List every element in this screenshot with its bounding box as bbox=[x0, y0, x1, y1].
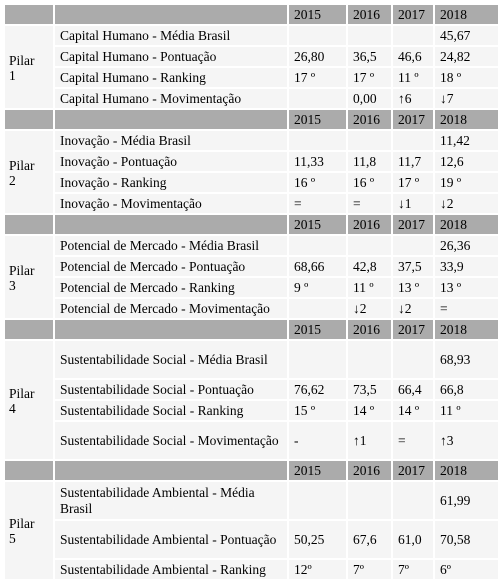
year-header: 2018 bbox=[434, 109, 499, 130]
metric-value: ↓2 bbox=[347, 298, 392, 319]
table-row bbox=[4, 481, 499, 520]
year-header: 2016 bbox=[347, 214, 392, 235]
metric-label: Inovação - Pontuação bbox=[54, 151, 288, 172]
metric-value bbox=[288, 25, 347, 46]
year-header: 2018 bbox=[434, 460, 499, 481]
pillar-label-number: 4 bbox=[9, 400, 16, 416]
metric-value: 16 º bbox=[288, 172, 347, 193]
metric-value: 11,7 bbox=[392, 151, 434, 172]
year-header: 2017 bbox=[392, 460, 434, 481]
table-row bbox=[4, 46, 499, 67]
metric-value: 9 º bbox=[288, 277, 347, 298]
metric-value: 66,8 bbox=[434, 379, 499, 400]
pillar-label bbox=[4, 340, 54, 460]
pillar-label bbox=[4, 481, 54, 580]
metric-value bbox=[288, 481, 347, 520]
pillar-label bbox=[4, 25, 54, 109]
metric-label: Sustentabilidade Ambiental - Média Brasil bbox=[54, 481, 288, 520]
pillar-label-number: 1 bbox=[9, 67, 16, 83]
metric-value: 19 º bbox=[434, 172, 499, 193]
table-row bbox=[4, 151, 499, 172]
metric-value: 26,36 bbox=[434, 235, 499, 256]
metric-value: 14 º bbox=[347, 400, 392, 421]
metric-value: 70,58 bbox=[434, 520, 499, 559]
table-row bbox=[4, 559, 499, 580]
metric-label: Inovação - Movimentação bbox=[54, 193, 288, 214]
header-blank-cell bbox=[4, 214, 54, 235]
table-row bbox=[4, 25, 499, 46]
metric-label: Capital Humano - Ranking bbox=[54, 67, 288, 88]
metric-value: 11,33 bbox=[288, 151, 347, 172]
year-header: 2016 bbox=[347, 319, 392, 340]
metric-label: Sustentabilidade Social - Média Brasil bbox=[54, 340, 288, 379]
table-row bbox=[4, 421, 499, 460]
table-row bbox=[4, 400, 499, 421]
metric-value: 17 º bbox=[288, 67, 347, 88]
metric-value: 66,4 bbox=[392, 379, 434, 400]
table-body bbox=[4, 4, 499, 580]
table-row bbox=[4, 520, 499, 559]
header-blank-cell bbox=[4, 460, 54, 481]
metric-value: 68,66 bbox=[288, 256, 347, 277]
metric-value: 14 º bbox=[392, 400, 434, 421]
metric-label: Potencial de Mercado - Ranking bbox=[54, 277, 288, 298]
year-header: 2017 bbox=[392, 214, 434, 235]
pillar-label-word: Pilar bbox=[9, 385, 35, 401]
metric-value bbox=[392, 25, 434, 46]
metric-label: Inovação - Ranking bbox=[54, 172, 288, 193]
year-header-row bbox=[4, 214, 499, 235]
metric-value: 15 º bbox=[288, 400, 347, 421]
metric-value: 26,80 bbox=[288, 46, 347, 67]
metric-value: = bbox=[434, 298, 499, 319]
table-row bbox=[4, 235, 499, 256]
year-header: 2015 bbox=[288, 109, 347, 130]
metric-value: 68,93 bbox=[434, 340, 499, 379]
header-blank-cell bbox=[4, 4, 54, 25]
metric-value bbox=[392, 235, 434, 256]
metric-value: 11,42 bbox=[434, 130, 499, 151]
metric-value: 13 º bbox=[434, 277, 499, 298]
metric-value: 61,99 bbox=[434, 481, 499, 520]
metric-value: 11 º bbox=[347, 277, 392, 298]
metric-label: Potencial de Mercado - Movimentação bbox=[54, 298, 288, 319]
year-header: 2017 bbox=[392, 4, 434, 25]
metric-value: 33,9 bbox=[434, 256, 499, 277]
metric-value: ↓7 bbox=[434, 88, 499, 109]
year-header: 2016 bbox=[347, 4, 392, 25]
metric-value: 45,67 bbox=[434, 25, 499, 46]
metric-value: 18 º bbox=[434, 67, 499, 88]
pillars-table bbox=[3, 3, 499, 581]
table-row bbox=[4, 256, 499, 277]
metric-value: 12,6 bbox=[434, 151, 499, 172]
header-blank-cell bbox=[4, 109, 54, 130]
header-blank-cell bbox=[54, 460, 288, 481]
metric-value bbox=[288, 298, 347, 319]
metric-value: 13 º bbox=[392, 277, 434, 298]
pillar-label-number: 5 bbox=[9, 531, 16, 546]
metric-label: Sustentabilidade Ambiental - Pontuação bbox=[54, 520, 288, 559]
header-blank-cell bbox=[54, 214, 288, 235]
table-row bbox=[4, 379, 499, 400]
pillar-label-word: Pilar bbox=[9, 157, 35, 173]
year-header: 2016 bbox=[347, 460, 392, 481]
metric-value: 11,8 bbox=[347, 151, 392, 172]
metric-label: Potencial de Mercado - Média Brasil bbox=[54, 235, 288, 256]
pillar-label-number: 2 bbox=[9, 172, 16, 188]
table-row bbox=[4, 130, 499, 151]
header-blank-cell bbox=[4, 319, 54, 340]
metric-value bbox=[347, 130, 392, 151]
year-header: 2016 bbox=[347, 109, 392, 130]
metric-value: 36,5 bbox=[347, 46, 392, 67]
metric-label: Capital Humano - Movimentação bbox=[54, 88, 288, 109]
metric-label: Sustentabilidade Social - Ranking bbox=[54, 400, 288, 421]
year-header: 2015 bbox=[288, 4, 347, 25]
year-header: 2017 bbox=[392, 109, 434, 130]
metric-value bbox=[288, 88, 347, 109]
pillar-label-number: 3 bbox=[9, 277, 16, 293]
metric-value: 76,62 bbox=[288, 379, 347, 400]
metric-value bbox=[288, 130, 347, 151]
metric-value: ↓2 bbox=[434, 193, 499, 214]
year-header: 2018 bbox=[434, 214, 499, 235]
metric-value: = bbox=[288, 193, 347, 214]
metric-label: Capital Humano - Média Brasil bbox=[54, 25, 288, 46]
table-row bbox=[4, 340, 499, 379]
metric-value bbox=[347, 235, 392, 256]
table-row bbox=[4, 277, 499, 298]
metric-value: 11 º bbox=[434, 400, 499, 421]
header-blank-cell bbox=[54, 109, 288, 130]
header-blank-cell bbox=[54, 319, 288, 340]
pillar-label-word: Pilar bbox=[9, 516, 35, 531]
table-row bbox=[4, 88, 499, 109]
year-header-row bbox=[4, 460, 499, 481]
metric-label: Sustentabilidade Social - Pontuação bbox=[54, 379, 288, 400]
metric-value: 73,5 bbox=[347, 379, 392, 400]
metric-value: 50,25 bbox=[288, 520, 347, 559]
metric-value bbox=[392, 130, 434, 151]
year-header: 2015 bbox=[288, 214, 347, 235]
year-header-row bbox=[4, 4, 499, 25]
year-header: 2018 bbox=[434, 4, 499, 25]
metric-value bbox=[347, 340, 392, 379]
metric-value bbox=[392, 340, 434, 379]
year-header: 2015 bbox=[288, 460, 347, 481]
metric-value: ↑3 bbox=[434, 421, 499, 460]
metric-value: = bbox=[392, 421, 434, 460]
metric-label: Potencial de Mercado - Pontuação bbox=[54, 256, 288, 277]
year-header-row bbox=[4, 319, 499, 340]
metric-value: 61,0 bbox=[392, 520, 434, 559]
metric-value: 46,6 bbox=[392, 46, 434, 67]
metric-value: 0,00 bbox=[347, 88, 392, 109]
year-header-row bbox=[4, 109, 499, 130]
metric-value: 24,82 bbox=[434, 46, 499, 67]
metric-value: 12º bbox=[288, 559, 347, 580]
pillar-label-word: Pilar bbox=[9, 52, 35, 68]
metric-value: 67,6 bbox=[347, 520, 392, 559]
metric-value bbox=[288, 340, 347, 379]
metric-value: 7º bbox=[392, 559, 434, 580]
metric-value: 17 º bbox=[392, 172, 434, 193]
metric-value: ↓1 bbox=[392, 193, 434, 214]
table-row bbox=[4, 193, 499, 214]
year-header: 2017 bbox=[392, 319, 434, 340]
metric-value: 42,8 bbox=[347, 256, 392, 277]
metric-value: ↓2 bbox=[392, 298, 434, 319]
metric-value: 37,5 bbox=[392, 256, 434, 277]
table-row bbox=[4, 67, 499, 88]
metric-value bbox=[347, 481, 392, 520]
metric-value: 6º bbox=[434, 559, 499, 580]
metric-value: 17 º bbox=[347, 67, 392, 88]
metric-value: - bbox=[288, 421, 347, 460]
metric-label: Capital Humano - Pontuação bbox=[54, 46, 288, 67]
table-row bbox=[4, 298, 499, 319]
header-blank-cell bbox=[54, 4, 288, 25]
pillar-label-word: Pilar bbox=[9, 262, 35, 278]
pillar-label bbox=[4, 130, 54, 214]
metric-value: ↑6 bbox=[392, 88, 434, 109]
metric-label: Sustentabilidade Social - Movimentação bbox=[54, 421, 288, 460]
table-row bbox=[4, 172, 499, 193]
metric-value: 16 º bbox=[347, 172, 392, 193]
metric-value: ↑1 bbox=[347, 421, 392, 460]
metric-label: Inovação - Média Brasil bbox=[54, 130, 288, 151]
metric-value: 7º bbox=[347, 559, 392, 580]
metric-value bbox=[288, 235, 347, 256]
year-header: 2018 bbox=[434, 319, 499, 340]
metric-value: = bbox=[347, 193, 392, 214]
metric-value bbox=[347, 25, 392, 46]
metric-value: 11 º bbox=[392, 67, 434, 88]
metric-label: Sustentabilidade Ambiental - Ranking bbox=[54, 559, 288, 580]
pillar-label bbox=[4, 235, 54, 319]
year-header: 2015 bbox=[288, 319, 347, 340]
metric-value bbox=[392, 481, 434, 520]
